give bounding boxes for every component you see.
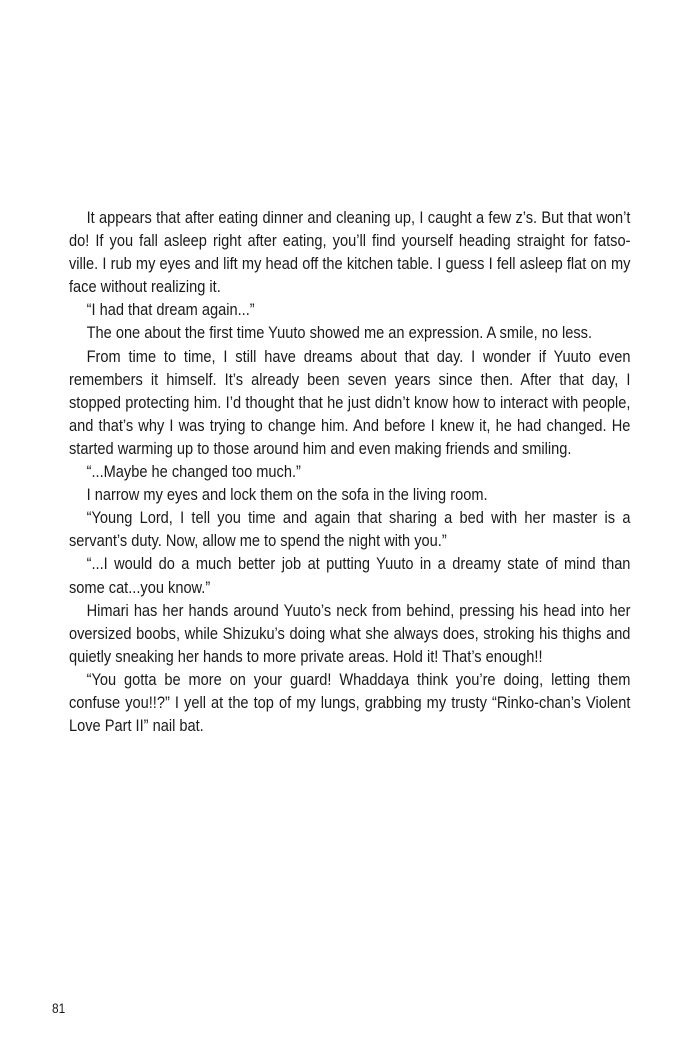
paragraph: “Young Lord, I tell you time and again that sharing a bed with her master is a servant’s duty. Now, allow me to spend the night with you.” — [69, 508, 631, 551]
paragraph: The one about the first time Yuuto showed me an expression. A smile, no less. — [86, 323, 593, 343]
paragraph: From time to time, I still have dreams about that day. I wonder if Yuuto even remembers it himself. It’s already been seven years since then. After that day, I stopped protecting him. I’d thought that he just didn’t know how to interact with people, and that’s why I was trying to change him. And before I knew it, he had changed. He started warming up to those around him and even making friends and smiling. — [69, 346, 631, 458]
page-number: 81 — [52, 1000, 66, 1016]
paragraph: Himari has her hands around Yuuto’s neck from behind, pressing his head into her oversized boobs, while Shizuku’s doing what she always does, stroking his thighs and quietly sneaking her hands to more private areas. Hold it! That’s enough!! — [69, 600, 631, 666]
paragraph: “You gotta be more on your guard! Whaddaya think you’re doing, letting them confuse you!!?” I yell at the top of my lungs, grabbing my trusty “Rinko-chan’s Violent Love Part II” nail bat. — [69, 669, 631, 736]
paragraph: I narrow my eyes and lock them on the sofa in the living room. — [86, 485, 488, 505]
paragraph: It appears that after eating dinner and cleaning up, I caught a few z’s. But that won’t do! If you fall asleep right after eating, you’ll find yourself heading straight for fatso-ville. I rub my eyes and lift my head off the kitchen table. I guess I fell asleep flat on my face without realizing it. — [69, 208, 631, 297]
paragraph: “...I would do a much better job at putting Yuuto in a dreamy state of mind than some cat...you know.” — [69, 554, 631, 597]
paragraph: “...Maybe he changed too much.” — [86, 462, 301, 482]
paragraph: “I had that dream again...” — [86, 300, 255, 320]
body-text — [69, 206, 630, 737]
